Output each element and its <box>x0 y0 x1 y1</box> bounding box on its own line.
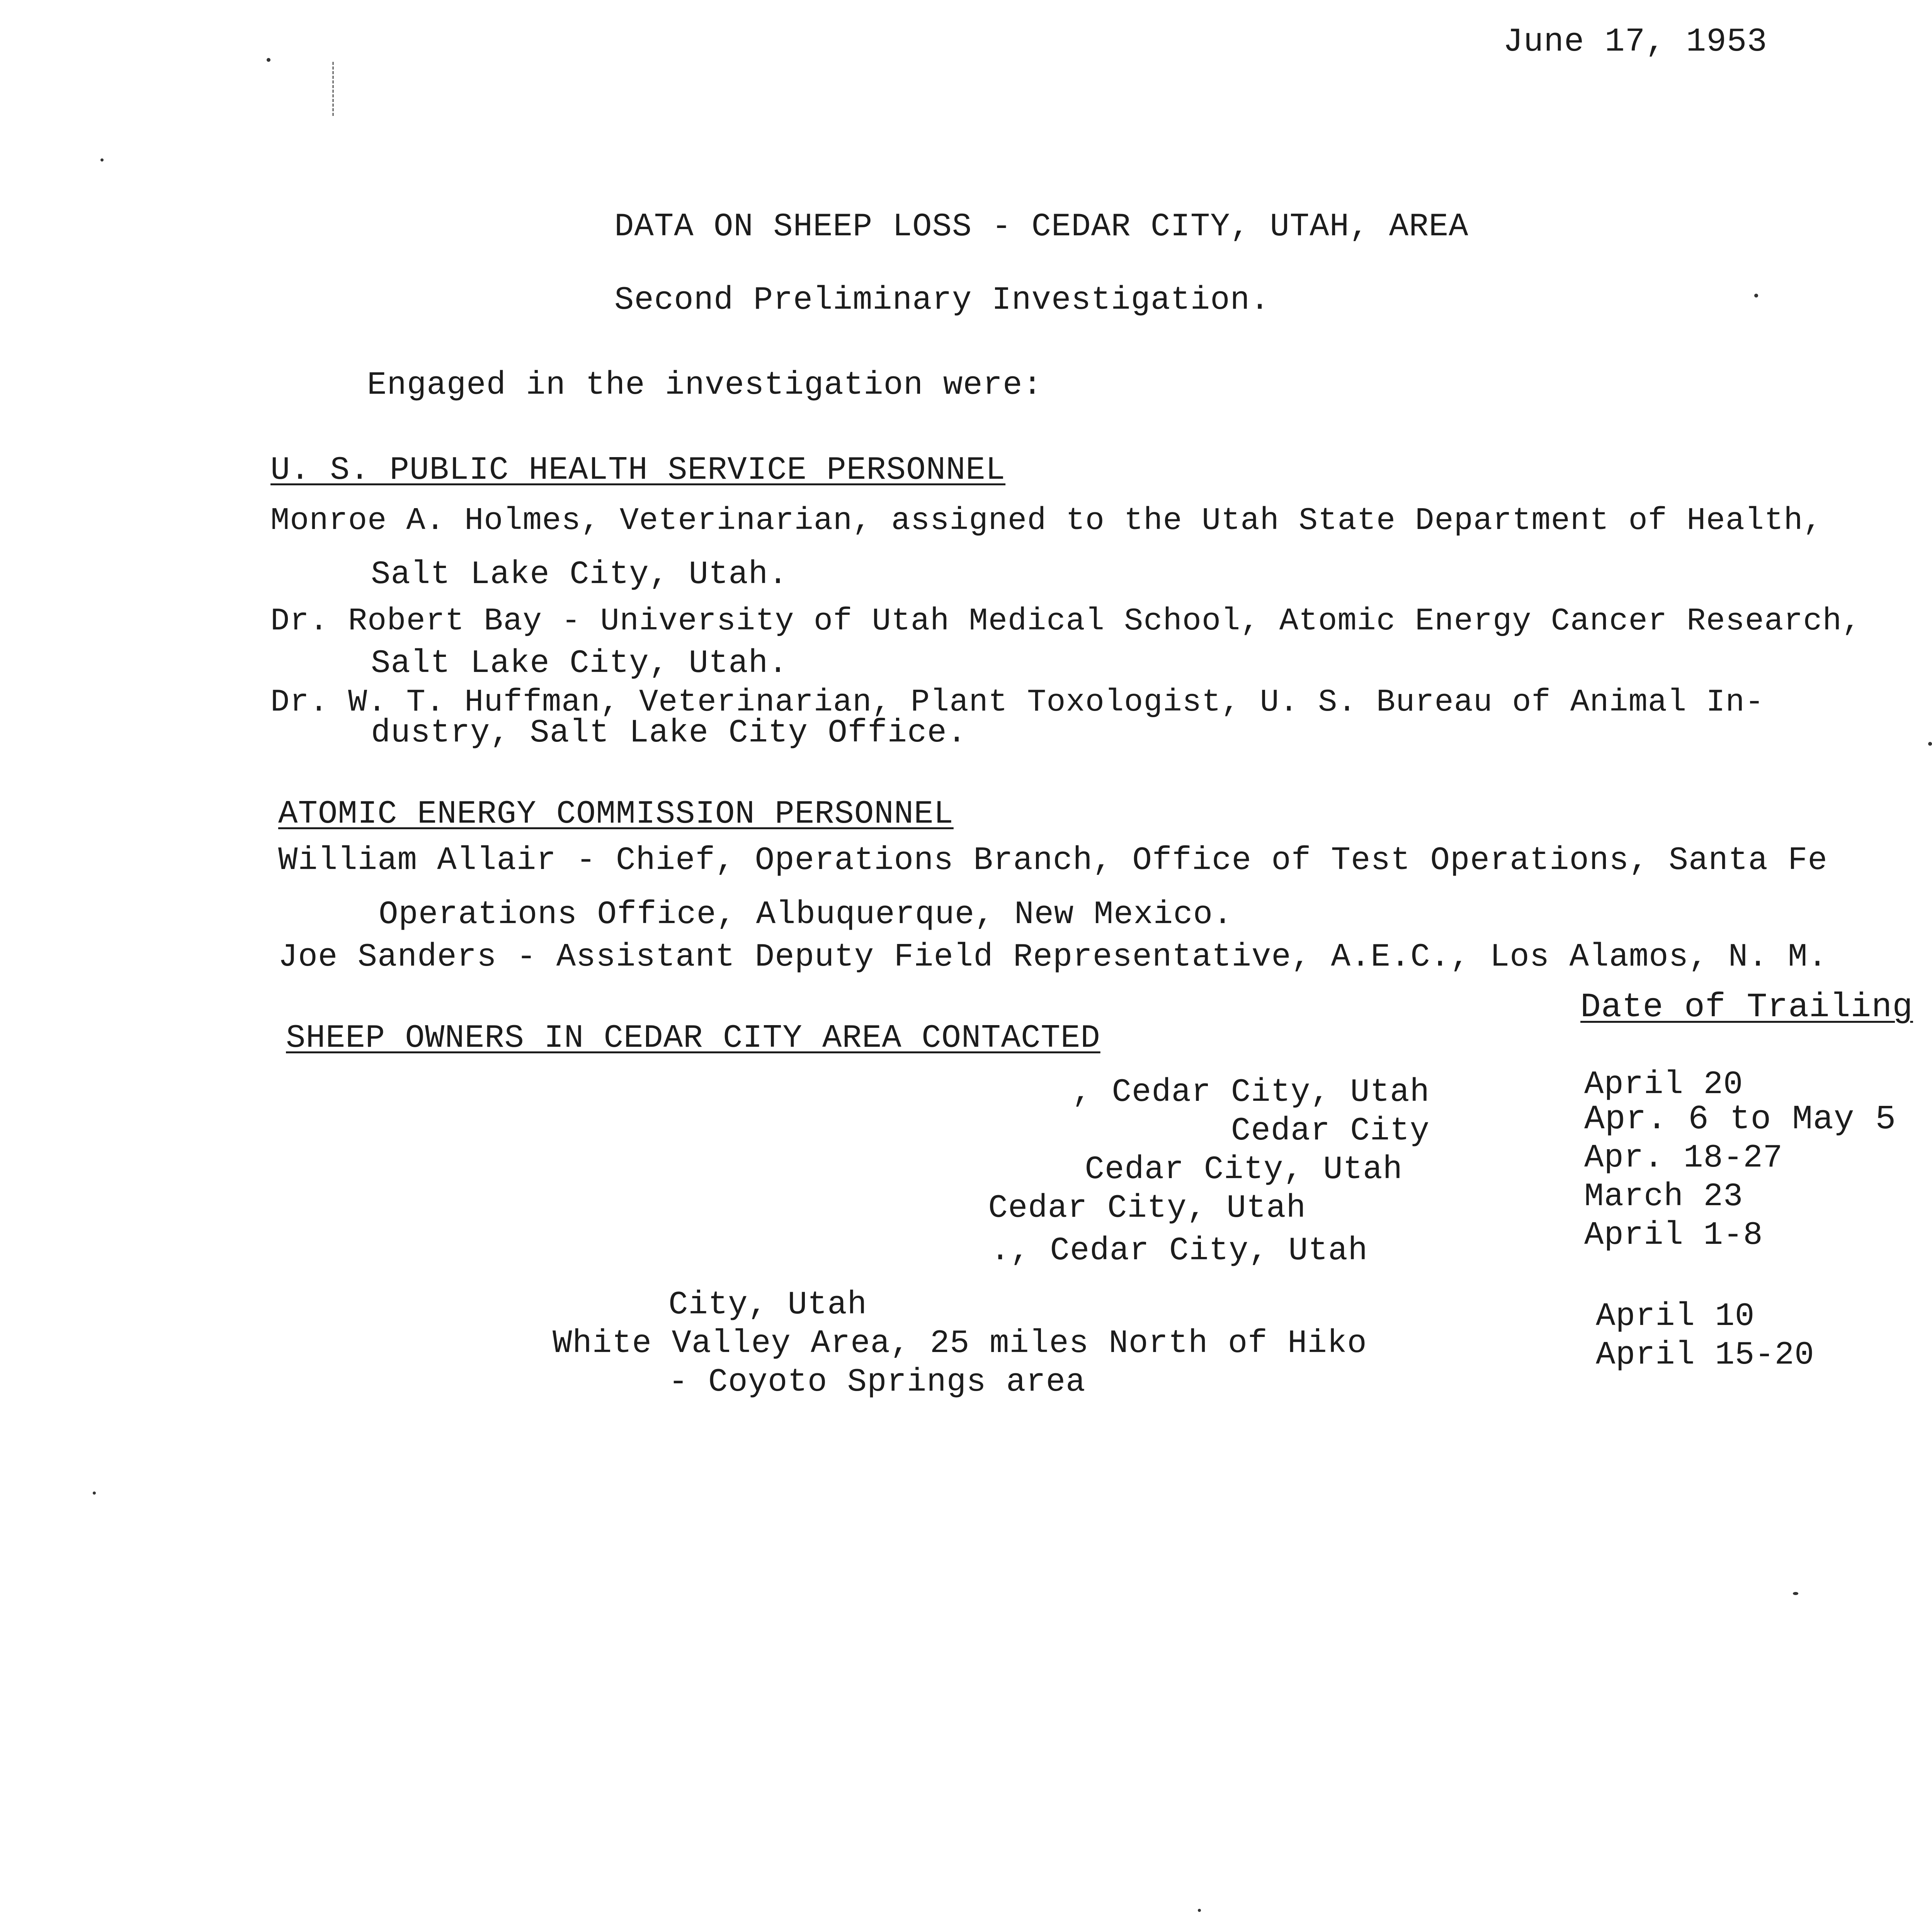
document-title: DATA ON SHEEP LOSS - CEDAR CITY, UTAH, AREA <box>614 209 1469 245</box>
aec-heading: ATOMIC ENERGY COMMISSION PERSONNEL <box>278 796 954 833</box>
trailing-date: March 23 <box>1584 1179 1743 1215</box>
scan-speck <box>267 58 270 62</box>
scan-speck <box>93 1492 96 1495</box>
document-date: June 17, 1953 <box>1503 23 1767 61</box>
phs-line: Salt Lake City, Utah. <box>371 645 788 682</box>
trailing-date: Apr. 6 to May 5 <box>1584 1100 1896 1139</box>
owner-location: ., Cedar City, Utah <box>990 1233 1368 1269</box>
trailing-date: April 15-20 <box>1596 1337 1815 1374</box>
owner-location: City, Utah <box>668 1287 867 1323</box>
trailing-date: Apr. 18-27 <box>1584 1140 1783 1177</box>
document-subtitle: Second Preliminary Investigation. <box>614 282 1270 319</box>
aec-line: William Allair - Chief, Operations Branch, Office of Test Operations, Santa Fe <box>278 842 1828 879</box>
phs-line: Salt Lake City, Utah. <box>371 556 788 593</box>
scan-speck <box>1793 1592 1798 1595</box>
owner-location: White Valley Area, 25 miles North of Hiko <box>553 1325 1367 1362</box>
owner-location: Cedar City, Utah <box>988 1190 1306 1227</box>
scan-speck <box>1754 294 1758 298</box>
aec-line: Joe Sanders - Assistant Deputy Field Representative, A.E.C., Los Alamos, N. M. <box>278 939 1828 976</box>
owner-location: Cedar City, Utah <box>1085 1151 1403 1188</box>
phs-line: Monroe A. Holmes, Veterinarian, assigned to the Utah State Department of Health, <box>270 503 1823 539</box>
aec-line: Operations Office, Albuquerque, New Mexico. <box>379 896 1233 933</box>
phs-line: Dr. W. T. Huffman, Veterinarian, Plant Toxologist, U. S. Bureau of Animal In- <box>270 684 1765 720</box>
scan-speck <box>1928 742 1932 746</box>
owner-location: Cedar City <box>1231 1113 1430 1150</box>
phs-line: dustry, Salt Lake City Office. <box>371 715 967 752</box>
owner-location: - Coyoto Springs area <box>668 1364 1086 1401</box>
owners-heading: SHEEP OWNERS IN CEDAR CITY AREA CONTACTED <box>286 1020 1100 1057</box>
owner-location: , Cedar City, Utah <box>1072 1074 1430 1111</box>
scan-mark <box>332 62 334 116</box>
trailing-date: April 1-8 <box>1584 1217 1763 1254</box>
phs-line: Dr. Robert Bay - University of Utah Medical School, Atomic Energy Cancer Research, <box>270 603 1862 639</box>
scan-speck <box>1198 1909 1201 1912</box>
intro-line: Engaged in the investigation were: <box>367 367 1043 404</box>
scan-speck <box>100 158 104 162</box>
trailing-date: April 10 <box>1596 1298 1755 1335</box>
phs-heading: U. S. PUBLIC HEALTH SERVICE PERSONNEL <box>270 452 1006 489</box>
trailing-date: April 20 <box>1584 1066 1743 1103</box>
date-of-trailing-heading: Date of Trailing <box>1580 988 1913 1027</box>
